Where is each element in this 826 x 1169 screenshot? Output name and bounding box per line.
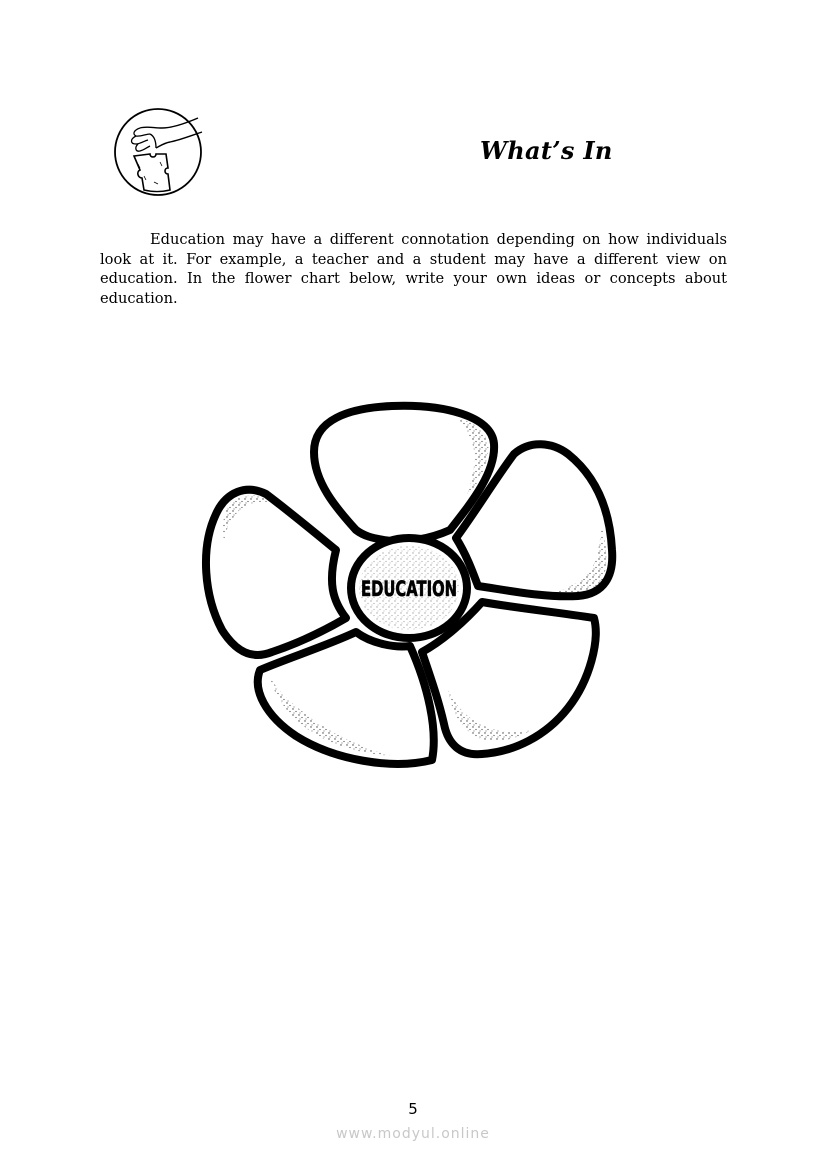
flower-chart — [196, 390, 630, 780]
watermark: www.modyul.online — [336, 1126, 490, 1142]
flower-center — [351, 538, 467, 638]
page-number: 5 — [408, 1100, 418, 1118]
section-title: What’s In — [480, 136, 613, 165]
petal-left — [206, 490, 346, 655]
hand-puzzle-piece-icon — [110, 106, 206, 198]
intro-paragraph: Education may have a different connotation depending on how individuals look at it. For example, a teacher and a student may have a different view on education. In the flower chart below, write your own ideas or concepts about education. — [100, 231, 727, 307]
flower-center-label: EDUCATION — [361, 577, 457, 601]
